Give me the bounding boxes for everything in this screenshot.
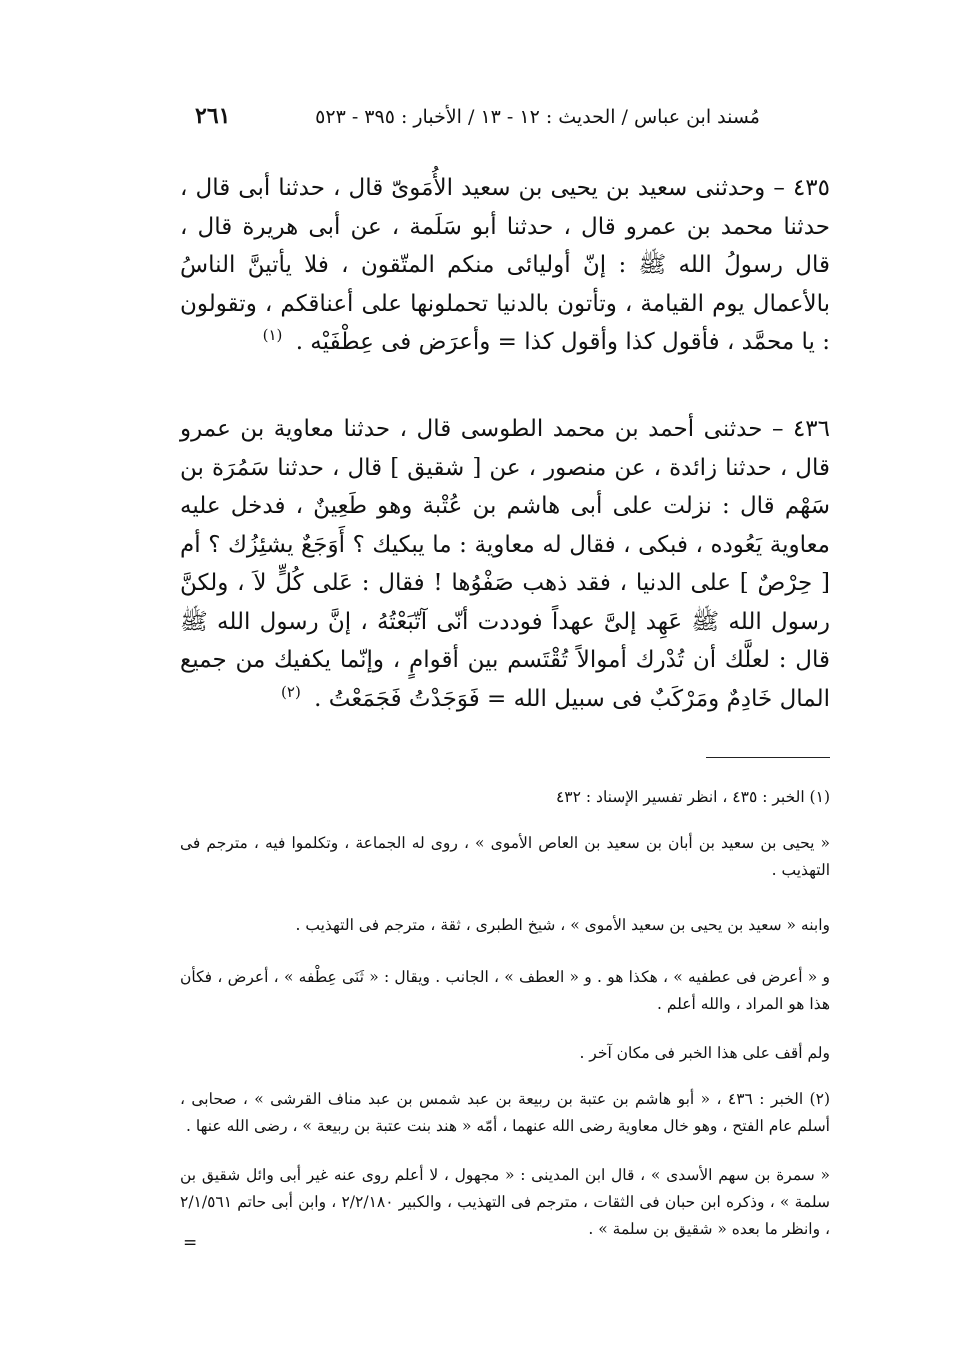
footnote-paragraph: (٢) الخبر : ٤٣٦ ، « أبو هاشم بن عتبة بن ربيعة بن عبد شمس بن عبد مناف القرشى » ، صحابى ، أسلم عام الفتح ، وهو خال معاوية رضى الله عنهما ، أمّه « هند بنت عتبة بن ربيعة » ، رضى الله عنها . [180,1090,830,1135]
footnote-2-para-2 [180,1162,830,1243]
footnote-paragraph: « يحيى بن سعيد بن أبان بن سعيد بن العاص الأموى » ، روى له الجماعة ، وتكلموا فيه ، مترجم فى التهذيب . [180,834,830,879]
header-title: مُسند ابن عباس / الحديث : ١٢ - ١٣ / الأخبار : ٣٩٥ - ٥٢٣ [315,106,760,128]
hadith-text: حدثنى أحمد بن محمد الطوسى قال ، حدثنا معاوية بن عمرو قال ، حدثنا زائدة ، عن منصور ، عن [ شقيق ] قال ، حدثنا سَمُرَة بن سَهْم قال : نزلت على أبى هاشم بن عُتْبة وهو طَعِينٌ ، فدخل عليه معاوية يَعُوده ، فبكى ، فقال له معاوية : ما يبكيك ؟ أَوَجَعٌ يشئِزُك ؟ أم [ حِرْصٌ ] على الدنيا ، فقد ذهب صَفْوُها ! فقال : عَلى كُلٍّ لاَ ، ولكنَّ رسول الله ﷺ عَهِد إلىَّ عهداً فوددت أنّى آتّبَعْتُهُ ، إنَّ رسول الله ﷺ قال : لعلَّك أن تُدْرك أموالاً تُقْتَسم بين أقوامٍ ، وإنّما يكفيك من جميع المال خَادِمٌ ومَرْكَبٌ فى سبيل الله = فَوَجَدْتُ فَجَمَعْتُ . [180,416,830,712]
continuation-mark: = [183,1233,198,1253]
page-number: ٢٦١ [195,103,231,129]
footnote-separator [706,757,830,758]
hadith-number: ٤٣٦ [792,416,831,442]
footnote-1-para-3 [180,912,830,939]
footnote-1-para-4 [180,964,830,1018]
footnote-1-para-2 [180,830,830,884]
footnote-paragraph: « سمرة بن سهم الأسدى » ، قال ابن المدينى : « مجهول ، لا أعلم روى عنه غير أبى وائل شقيق بن سلمة » ، وذكره ابن حبان فى الثقات ، مترجم فى التهذيب ، والكبير ٢/٢/١٨٠ ، وابن أبى حاتم ٢/١/٥٦١ ، وانظر ما بعده « شقيق بن سلمة » . [180,1166,830,1238]
footnote-ref: (١) [262,326,283,345]
hadith-435 [180,169,830,362]
running-header [195,103,760,143]
hadith-number: ٤٣٥ [792,175,831,201]
footnote-1-para-5 [180,1040,830,1067]
footnote-1-heading [180,784,830,811]
footnote-2-heading [180,1086,830,1140]
hadith-dash: – [765,175,785,201]
hadith-text: وحدثنى سعيد بن يحيى بن سعيد الأُمَوىّ قال ، حدثنا أبى قال ، حدثنا محمد بن عمرو قال ، حدثنا أبو سَلَمة ، عن أبى هريرة قال ، قال رسولُ الله ﷺ : إنّ أوليائى منكم المتّقون ، فلا يأتينَّ الناسُ بالأعمال يوم القيامة ، وتأتون بالدنيا تحملونها على أعناقكم ، وتقولون : يا محمَّد ، فأقول كذا وأقول كذا = وأعرَض فى عِطْفَيْه . [180,175,830,355]
footnote-paragraph: و « أعرض فى عطفيه » ، هكذا هو . و « العطف » ، الجانب . ويقال : « ثَنَى عِطْفه » ، أعرض ، فكأن هذا هو المراد ، والله أعلم . [180,968,830,1013]
footnote-paragraph: ولم أقف على هذا الخبر فى مكان آخر . [579,1044,830,1062]
hadith-436 [180,410,830,718]
hadith-dash: – [762,416,784,442]
footnote-ref: (٢) [281,682,301,701]
footnote-paragraph: وابنه « سعيد بن يحيى بن سعيد الأموى » ، شيخ الطبرى ، ثقة ، مترجم فى التهذيب . [295,916,830,934]
footnote-paragraph: (١) الخبر : ٤٣٥ ، انظر تفسير الإسناد : ٤٣٢ [555,788,830,806]
